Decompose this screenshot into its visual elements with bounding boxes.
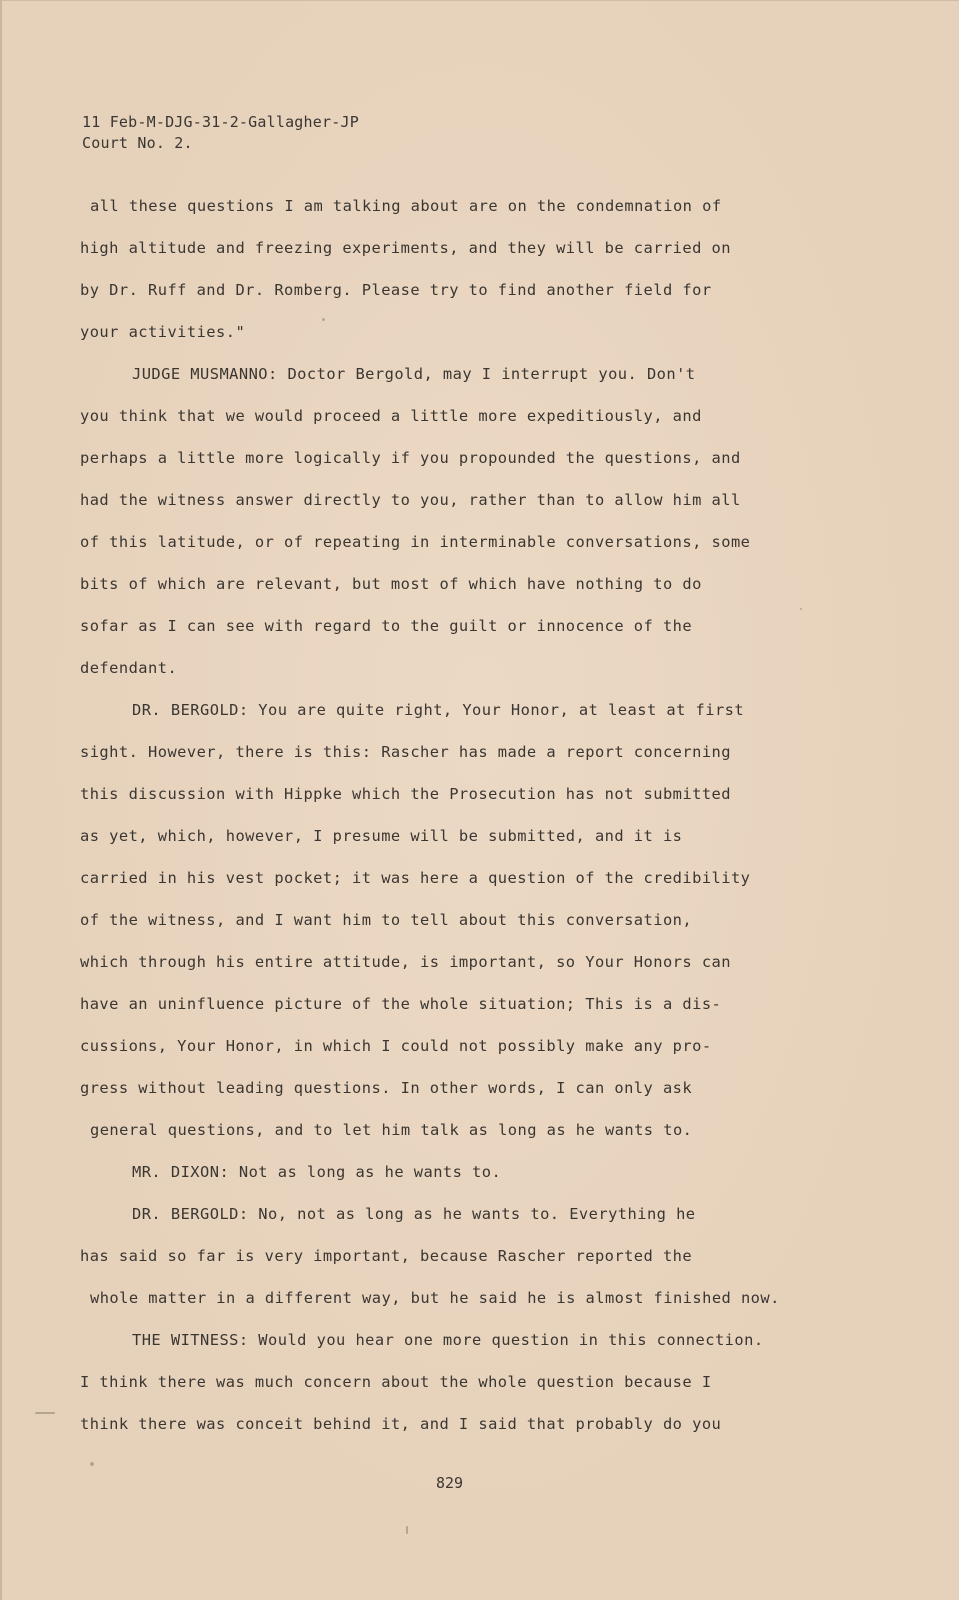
transcript-line: THE WITNESS: Would you hear one more question in this connection.: [132, 1331, 764, 1349]
transcript-line: you think that we would proceed a little more expeditiously, and: [80, 407, 702, 425]
transcript-line: this discussion with Hippke which the Prosecution has not submitted: [80, 785, 731, 803]
transcript-line: which through his entire attitude, is important, so Your Honors can: [80, 953, 731, 971]
transcript-line: JUDGE MUSMANNO: Doctor Bergold, may I interrupt you. Don't: [132, 365, 696, 383]
paper-speck: [800, 608, 802, 610]
transcript-line: MR. DIXON: Not as long as he wants to.: [132, 1163, 502, 1181]
transcript-line: by Dr. Ruff and Dr. Romberg. Please try to find another field for: [80, 281, 712, 299]
transcript-line: whole matter in a different way, but he said he is almost finished now.: [90, 1289, 780, 1307]
transcript-line: of the witness, and I want him to tell about this conversation,: [80, 911, 693, 929]
transcript-line: sight. However, there is this: Rascher has made a report concerning: [80, 743, 731, 761]
transcript-line: general questions, and to let him talk as long as he wants to.: [90, 1121, 693, 1139]
transcript-line: all these questions I am talking about are on the condemnation of: [90, 197, 722, 215]
transcript-line: had the witness answer directly to you, rather than to allow him all: [80, 491, 741, 509]
transcript-line: I think there was much concern about the whole question because I: [80, 1373, 712, 1391]
header-reference: 11 Feb-M-DJG-31-2-Gallagher-JP: [82, 113, 359, 131]
transcript-line: your activities.": [80, 323, 246, 341]
transcript-line: perhaps a little more logically if you propounded the questions, and: [80, 449, 741, 467]
transcript-line: DR. BERGOLD: You are quite right, Your Honor, at least at first: [132, 701, 745, 719]
paper-speck: [90, 1462, 94, 1466]
transcript-line: high altitude and freezing experiments, and they will be carried on: [80, 239, 731, 257]
transcript-line: as yet, which, however, I presume will be submitted, and it is: [80, 827, 683, 845]
header-court: Court No. 2.: [82, 134, 193, 152]
paper-mark: [406, 1526, 408, 1534]
transcript-line: carried in his vest pocket; it was here a question of the credibility: [80, 869, 751, 887]
document-header: [82, 112, 359, 154]
transcript-line: sofar as I can see with regard to the guilt or innocence of the: [80, 617, 693, 635]
transcript-line: cussions, Your Honor, in which I could not possibly make any pro-: [80, 1037, 712, 1055]
transcript-line: bits of which are relevant, but most of which have nothing to do: [80, 575, 702, 593]
transcript-line: of this latitude, or of repeating in interminable conversations, some: [80, 533, 751, 551]
paper-speck: [322, 318, 325, 321]
transcript-line: DR. BERGOLD: No, not as long as he wants to. Everything he: [132, 1205, 696, 1223]
page-number: 829: [435, 1474, 464, 1492]
transcript-line: has said so far is very important, because Rascher reported the: [80, 1247, 693, 1265]
transcript-line: gress without leading questions. In other words, I can only ask: [80, 1079, 693, 1097]
transcript-line: think there was conceit behind it, and I said that probably do you: [80, 1415, 722, 1433]
transcript-line: have an uninfluence picture of the whole situation; This is a dis-: [80, 995, 722, 1013]
paper-mark: [35, 1412, 55, 1414]
transcript-line: defendant.: [80, 659, 178, 677]
